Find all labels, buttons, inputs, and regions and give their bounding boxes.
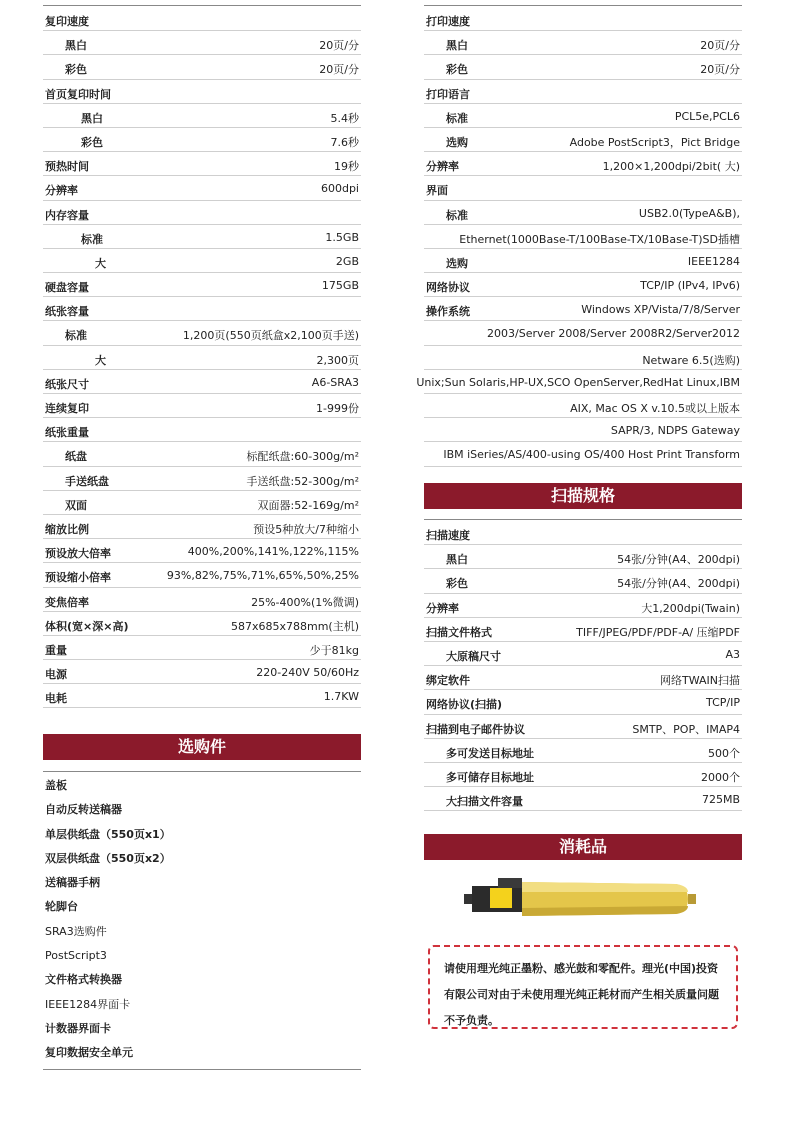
spec-value: 500个 [708,746,740,760]
option-item: 盖板 [45,779,67,792]
spec-label: 黑白 [446,553,468,567]
spec-row [424,7,742,31]
spec-label: 大 [95,256,106,270]
spec-row [424,201,742,225]
spec-value: 400%,200%,141%,122%,115% [187,545,359,559]
spec-label: 体积(宽×深×高) [45,619,129,633]
spec-label: 内存容量 [45,208,89,222]
spec-row [424,569,742,593]
spec-row [43,346,361,370]
option-item: 自动反转送稿器 [45,803,122,817]
spec-row [424,618,742,642]
spec-row [43,321,361,345]
spec-row [43,176,361,200]
spec-row [43,539,361,563]
spec-label: 缩放比例 [45,522,89,536]
spec-label: 绑定软件 [426,674,470,688]
spec-label: 连续复印 [45,402,89,415]
spec-value: 600dpi [320,182,359,196]
spec-row [424,690,742,714]
spec-row [424,521,742,545]
spec-value: IEEE1284 [687,254,740,268]
spec-row [424,642,742,666]
spec-value: 大1,200dpi(Twain) [641,601,740,615]
spec-label: 标准 [446,208,468,222]
spec-value: IBM iSeries/AS/400-using OS/400 Host Print Transform [443,448,740,462]
spec-value: 54张/分钟(A4、200dpi) [617,577,740,591]
spec-label: 多可储存目标地址 [446,770,534,784]
spec-row [416,370,742,394]
spec-label: 选购 [446,135,468,149]
spec-value: Unix;Sun Solaris,HP-UX,SCO OpenServer,RedHat Linux,IBM [416,375,740,389]
spec-label: 首页复印时间 [45,87,111,101]
spec-value: 5.4秒 [330,111,359,125]
spec-value: A6-SRA3 [311,375,359,389]
spec-label: 纸张重量 [45,426,89,440]
spec-value: 220-240V 50/60Hz [256,666,359,680]
spec-value: 54张/分钟(A4、200dpi) [617,553,740,567]
spec-value: TIFF/JPEG/PDF/PDF-A/ 压缩PDF [576,625,740,639]
spec-row [43,201,361,225]
spec-row [424,594,742,618]
spec-row [43,152,361,176]
spec-label: 分辨率 [426,160,459,174]
spec-value: 20页/分 [700,39,740,53]
spec-value: 1.7KW [323,690,359,704]
spec-value: 93%,82%,75%,71%,65%,50%,25% [166,569,359,583]
spec-label: 预设缩小倍率 [45,571,111,585]
spec-row [424,152,742,176]
option-item: 轮脚台 [45,900,78,914]
spec-label: 硬盘容量 [45,281,89,295]
spec-label: 多可发送目标地址 [446,746,534,760]
spec-value: 1.5GB [325,230,359,244]
option-item: 文件格式转换器 [45,973,122,987]
option-item: 单层供纸盘（550页x1） [45,827,171,841]
copy-spec-table [43,7,361,708]
spec-label: 彩色 [81,135,103,149]
spec-label: 变焦倍率 [45,595,89,609]
scan-divider [424,519,742,520]
spec-row [43,442,361,466]
spec-row [424,31,742,55]
spec-label: 电源 [45,668,67,682]
options-bottom-divider [43,1069,361,1070]
spec-value: PCL5e,PCL6 [674,109,740,123]
spec-row [43,31,361,55]
options-list [43,774,361,1066]
spec-row [424,55,742,79]
spec-row [424,128,742,152]
spec-label: 分辨率 [426,601,459,615]
spec-value: TCP/IP (IPv4, IPv6) [640,279,740,293]
left-column [43,0,361,1147]
spec-value: 587x685x788mm(主机) [230,619,359,633]
genuine-supplies-notice: 请使用理光纯正墨粉、感光鼓和零配件。理光(中国)投资有限公司对由于未使用理光纯正耗材而产生相关质量问题不予负责。 [428,945,738,1029]
spec-row [43,273,361,297]
print-spec-table [416,7,742,467]
spec-label: 黑白 [65,39,87,53]
spec-row [43,249,361,273]
spec-label: 扫描速度 [426,529,470,542]
spec-row [424,176,742,200]
spec-value: 2,300页 [316,353,359,367]
spec-value: 1-999份 [316,402,359,415]
spec-label: 网络协议 [426,281,470,295]
spec-row [424,321,742,345]
spec-row [43,55,361,79]
spec-value: 标配纸盘:60-300g/m² [246,450,359,464]
top-divider-right [424,5,742,6]
spec-row [424,273,742,297]
spec-label: 双面 [65,498,87,512]
spec-value: SAPR/3, NDPS Gateway [610,424,740,438]
spec-row [43,660,361,684]
spec-label: 黑白 [446,39,468,53]
spec-value: USB2.0(TypeA&B), [638,206,740,220]
spec-row [43,612,361,636]
spec-label: 分辨率 [45,184,78,198]
spec-row [43,636,361,660]
option-item: 计数器界面卡 [45,1021,111,1035]
spec-value: Netware 6.5(选购) [642,353,740,367]
top-divider [43,5,361,6]
spec-label: 电耗 [45,692,67,706]
spec-label: 打印速度 [426,15,470,28]
spec-row [424,80,742,104]
spec-label: 大 [95,353,106,367]
scan-spec-table [424,521,742,811]
spec-label: 彩色 [446,63,468,77]
spec-row [43,491,361,515]
spec-value: 2GB [335,254,359,268]
spec-label: 标准 [446,111,468,125]
spec-label: 标准 [65,329,87,343]
spec-label: 黑白 [81,111,103,125]
spec-row [43,394,361,418]
option-item: IEEE1284界面卡 [45,997,131,1011]
option-item: PostScript3 [45,949,107,963]
spec-row [424,715,742,739]
spec-label: 操作系统 [426,305,470,319]
option-item: 复印数据安全单元 [45,1046,133,1060]
spec-value: 1,200页(550页纸盒x2,100页手送) [182,329,359,343]
spec-value: 双面器:52-169g/m² [257,498,359,512]
spec-label: 彩色 [65,63,87,77]
spec-row [43,588,361,612]
spec-value: SMTP、POP、IMAP4 [632,722,740,736]
spec-label: 纸张容量 [45,305,89,319]
spec-row [424,666,742,690]
spec-label: 预热时间 [45,160,89,174]
spec-label: 选购 [446,256,468,270]
spec-value: 7.6秒 [330,135,359,149]
spec-label: 界面 [426,184,448,198]
spec-value: 少于81kg [309,643,359,657]
spec-row [424,346,742,370]
spec-value: Windows XP/Vista/7/8/Server [581,303,740,317]
spec-value: TCP/IP [706,696,740,710]
option-item: 双层供纸盘（550页x2） [45,851,171,865]
spec-label: 扫描文件格式 [426,625,492,639]
spec-label: 彩色 [446,577,468,591]
spec-label: 打印语言 [426,87,470,101]
spec-value: A3 [725,647,740,661]
spec-row [424,739,742,763]
spec-value: 175GB [321,279,359,293]
spec-value: 2003/Server 2008/Server 2008R2/Server2012 [487,327,740,341]
spec-value: 网络TWAIN扫描 [660,674,740,688]
scan-band: 扫描规格 [424,483,742,509]
spec-row [43,104,361,128]
options-divider [43,771,361,772]
spec-row [43,467,361,491]
spec-label: 网络协议(扫描) [426,698,503,712]
toner-cartridge-image [462,872,702,926]
spec-label: 标准 [81,232,103,246]
spec-label: 纸张尺寸 [45,377,89,391]
spec-value: 20页/分 [700,63,740,77]
spec-row [43,515,361,539]
spec-value: 预设5种放大/7种缩小 [253,522,359,536]
spec-row [43,684,361,708]
spec-value: 20页/分 [319,39,359,53]
option-item: 送稿器手柄 [45,876,100,890]
spec-row [424,297,742,321]
spec-row [424,249,742,273]
spec-row [424,545,742,569]
option-item: SRA3选购件 [45,924,107,938]
spec-row [424,104,742,128]
spec-value: 725MB [701,793,740,807]
spec-value: 2000个 [701,770,740,784]
spec-row [43,80,361,104]
spec-label: 重量 [45,643,67,657]
spec-row [424,787,742,811]
spec-row [43,418,361,442]
spec-value: Adobe PostScript3，Pict Bridge [569,135,740,149]
spec-label: 纸盘 [65,450,87,464]
spec-label: 大原稿尺寸 [446,649,501,663]
spec-row [424,763,742,787]
spec-row [424,225,742,249]
spec-value: Ethernet(1000Base-T/100Base-TX/10Base-T)SD插槽 [459,232,740,246]
spec-row [43,297,361,321]
spec-row [424,418,742,442]
consumables-band: 消耗品 [424,834,742,860]
spec-value: 手送纸盘:52-300g/m² [246,474,359,488]
options-band: 选购件 [43,734,361,760]
spec-label: 复印速度 [45,15,89,28]
spec-row [43,7,361,31]
spec-row [424,394,742,418]
spec-value: 20页/分 [319,63,359,77]
spec-label: 预设放大倍率 [45,547,111,561]
spec-value: 25%-400%(1%微调) [251,595,359,609]
spec-value: AIX, Mac OS X v.10.5或以上版本 [570,402,740,415]
spec-row [43,128,361,152]
spec-value: 19秒 [334,160,359,174]
spec-label: 扫描到电子邮件协议 [426,722,525,736]
spec-value: 1,200×1,200dpi/2bit( 大) [602,160,740,174]
spec-row [43,563,361,587]
spec-row [424,442,742,466]
spec-label: 大扫描文件容量 [446,795,523,809]
spec-row [43,225,361,249]
spec-row [43,370,361,394]
spec-label: 手送纸盘 [65,474,109,488]
